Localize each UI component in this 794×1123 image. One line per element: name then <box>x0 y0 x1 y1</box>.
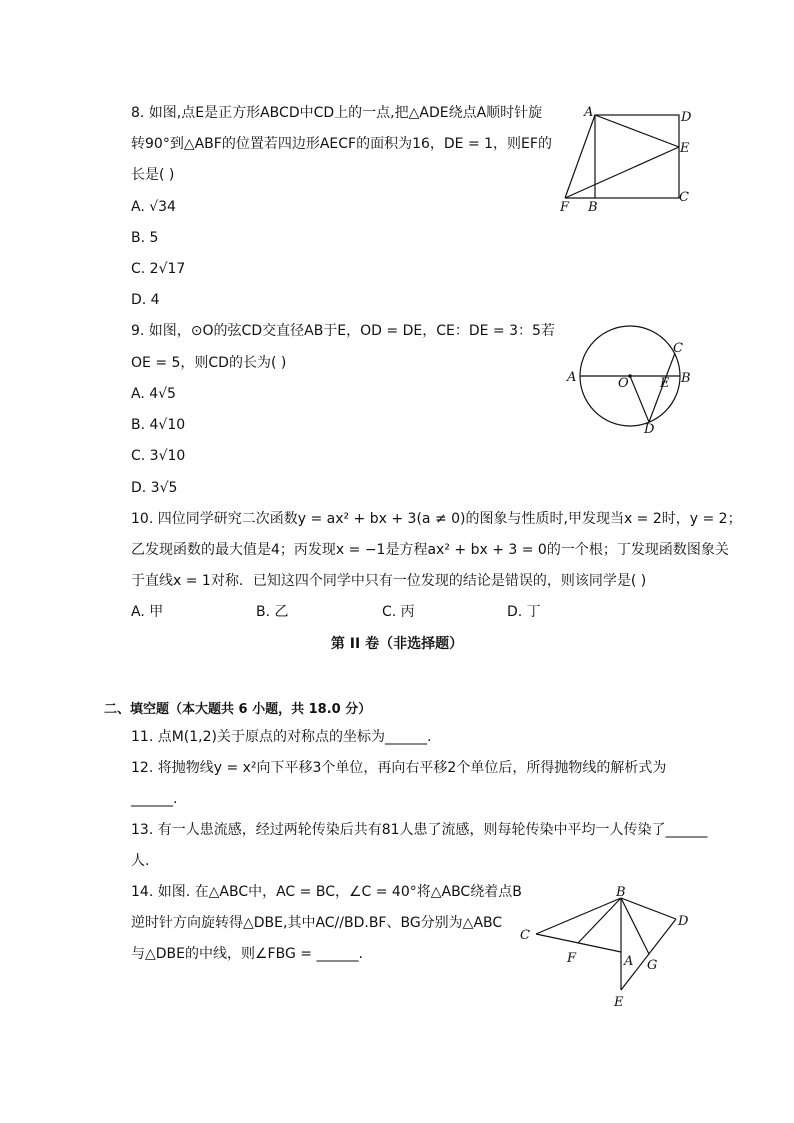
q9-line-1: 9. 如图，⊙O的弦CD交直径AB于E，OD = DE，CE：DE = 3：5若 <box>131 323 555 339</box>
q8-label-d: D <box>681 110 692 125</box>
q14-label-a: A <box>624 954 634 969</box>
q14-line-2: 逆时针方向旋转得△DBE,其中AC//BD.BF、BG分别为△ABC <box>131 915 503 931</box>
q13-line-2: 人. <box>131 853 150 869</box>
q10-line-3: 于直线x = 1对称．已知这四个同学中只有一位发现的结论是错误的，则该同学是( ) <box>131 573 647 589</box>
part-2-title: 第 II 卷（非选择题） <box>330 636 464 652</box>
section-2-heading: 二、填空题（本大题共 6 小题，共 18.0 分） <box>104 702 372 717</box>
q10-option-d: D. 丁 <box>507 604 541 620</box>
q13-line-1: 13. 有一人患流感，经过两轮传染后共有81人患了流感，则每轮传染中平均一人传染了______ <box>131 822 708 838</box>
q8-label-e: E <box>680 141 690 156</box>
q12-line-1: 12. 将抛物线y = x²向下平移3个单位，再向右平移2个单位后，所得抛物线的解析式为 <box>131 760 667 776</box>
q14-line-1: 14. 如图. 在△ABC中，AC = BC，∠C = 40°将△ABC绕着点B <box>131 884 522 900</box>
q14-label-c: C <box>520 928 530 943</box>
q8-label-a: A <box>584 105 594 120</box>
q9-line-2: OE = 5，则CD的长为( ) <box>131 355 287 371</box>
q14-label-e: E <box>614 995 624 1010</box>
q8-label-c: C <box>679 190 689 205</box>
q14-label-d: D <box>678 914 689 929</box>
q11-text: 11. 点M(1,2)关于原点的对称点的坐标为______. <box>131 729 432 745</box>
q9-label-a: A <box>567 370 577 385</box>
q14-line-3: 与△DBE的中线，则∠FBG = ______. <box>131 946 363 962</box>
q9-label-b: B <box>681 371 691 386</box>
q9-option-a: A. 4√5 <box>131 386 176 402</box>
q8-line-1: 8. 如图,点E是正方形ABCD中CD上的一点,把△ADE绕点A顺时针旋 <box>131 105 543 121</box>
q8-line-3: 长是( ) <box>131 167 175 183</box>
q9-option-d: D. 3√5 <box>131 480 178 496</box>
q9-option-c: C. 3√10 <box>131 448 186 464</box>
q8-label-f: F <box>560 200 570 214</box>
q10-option-a: A. 甲 <box>131 604 164 620</box>
q14-label-g: G <box>647 958 658 973</box>
q10-line-1: 10. 四位同学研究二次函数y = ax² + bx + 3(a ≠ 0)的图象与性质时,甲发现当x = 2时，y = 2； <box>131 511 742 527</box>
q8-line-2: 转90°到△ABF的位置若四边形AECF的面积为16，DE = 1，则EF的 <box>131 136 552 152</box>
q8-option-d: D. 4 <box>131 292 160 308</box>
q14-label-f: F <box>567 951 577 966</box>
q10-line-2: 乙发现函数的最大值是4；丙发现x = −1是方程ax² + bx + 3 = 0的一个根；丁发现函数图象关 <box>131 542 729 558</box>
q9-label-o: O <box>618 376 629 391</box>
q8-option-a: A. √34 <box>131 199 176 215</box>
q9-option-b: B. 4√10 <box>131 417 186 433</box>
q8-option-b: B. 5 <box>131 230 159 246</box>
q12-line-2: ______. <box>131 791 178 807</box>
q14-label-b: B <box>616 885 626 900</box>
q8-label-b: B <box>588 200 598 214</box>
q9-label-c: C <box>673 341 683 356</box>
q9-label-e: E <box>660 376 670 391</box>
q10-option-c: C. 丙 <box>382 604 415 620</box>
q9-label-d: D <box>644 422 655 437</box>
q9-circle-figure <box>562 325 702 440</box>
q8-square-figure <box>555 102 705 214</box>
q10-option-b: B. 乙 <box>256 604 289 620</box>
q14-triangle-figure <box>510 883 700 1013</box>
q8-option-c: C. 2√17 <box>131 261 186 277</box>
